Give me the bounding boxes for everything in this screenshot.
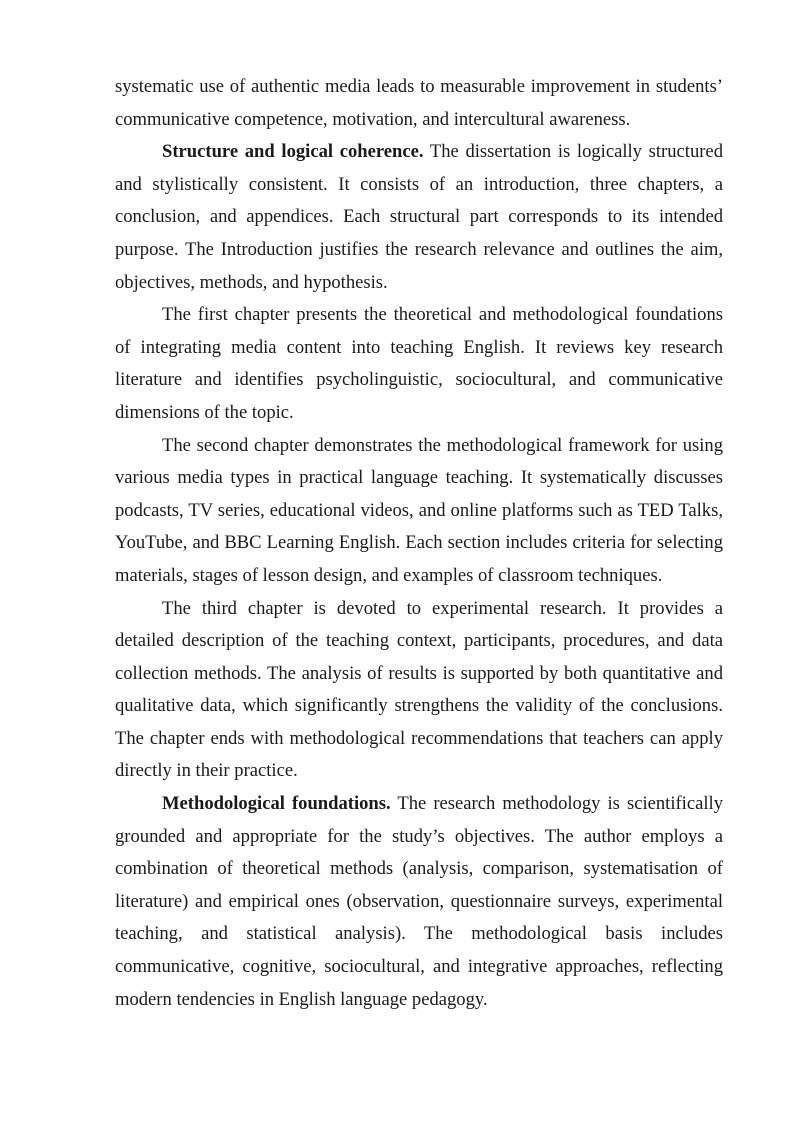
paragraph-text: The first chapter presents the theoretical and methodological foundations of integrating media content into teaching English. It reviews key research literature and identifies psycholinguistic, sociocultural, and communicative dimensions of the topic. [115, 304, 723, 423]
paragraph-methodology [115, 788, 723, 1016]
paragraph-text: The dissertation is logically structured and stylistically consistent. It consists of an introduction, three chapters, a conclusion, and appendices. Each structural part corresponds to its intended purpose. The Introduction justifies the research relevance and outlines the aim, objectives, methods, and hypothesis. [115, 141, 723, 293]
paragraph-text: The third chapter is devoted to experimental research. It provides a detailed description of the teaching context, participants, procedures, and data collection methods. The analysis of results is supported by both quantitative and qualitative data, which significantly strengthens the validity of the conclusions. The chapter ends with methodological recommendations that teachers can apply directly in their practice. [115, 597, 723, 782]
paragraph-text: systematic use of authentic media leads to measurable improvement in students’ communicative competence, motivation, and intercultural awareness. [115, 76, 723, 130]
paragraph-text: The research methodology is scientifically grounded and appropriate for the study’s objectives. The author employs a combination of theoretical methods (analysis, comparison, systematisation of literature) and empirical ones (observation, questionnaire surveys, experimental teaching, and statistical analysis). The methodological basis includes communicative, cognitive, sociocultural, and integrative approaches, reflecting modern tendencies in English language pedagogy. [115, 793, 723, 1010]
paragraph-text: The second chapter demonstrates the methodological framework for using various media types in practical language teaching. It systematically discusses podcasts, TV series, educational videos, and online platforms such as TED Talks, YouTube, and BBC Learning English. Each section includes criteria for selecting materials, stages of lesson design, and examples of classroom techniques. [115, 434, 723, 586]
paragraph-structure [115, 136, 723, 299]
paragraph-continuation [115, 71, 723, 136]
section-heading-methodology: Methodological foundations. [162, 793, 391, 815]
paragraph-third-chapter [115, 593, 723, 789]
section-heading-structure: Structure and logical coherence. [162, 141, 424, 163]
paragraph-first-chapter [115, 299, 723, 429]
paragraph-second-chapter [115, 430, 723, 593]
document-page [115, 71, 723, 1016]
